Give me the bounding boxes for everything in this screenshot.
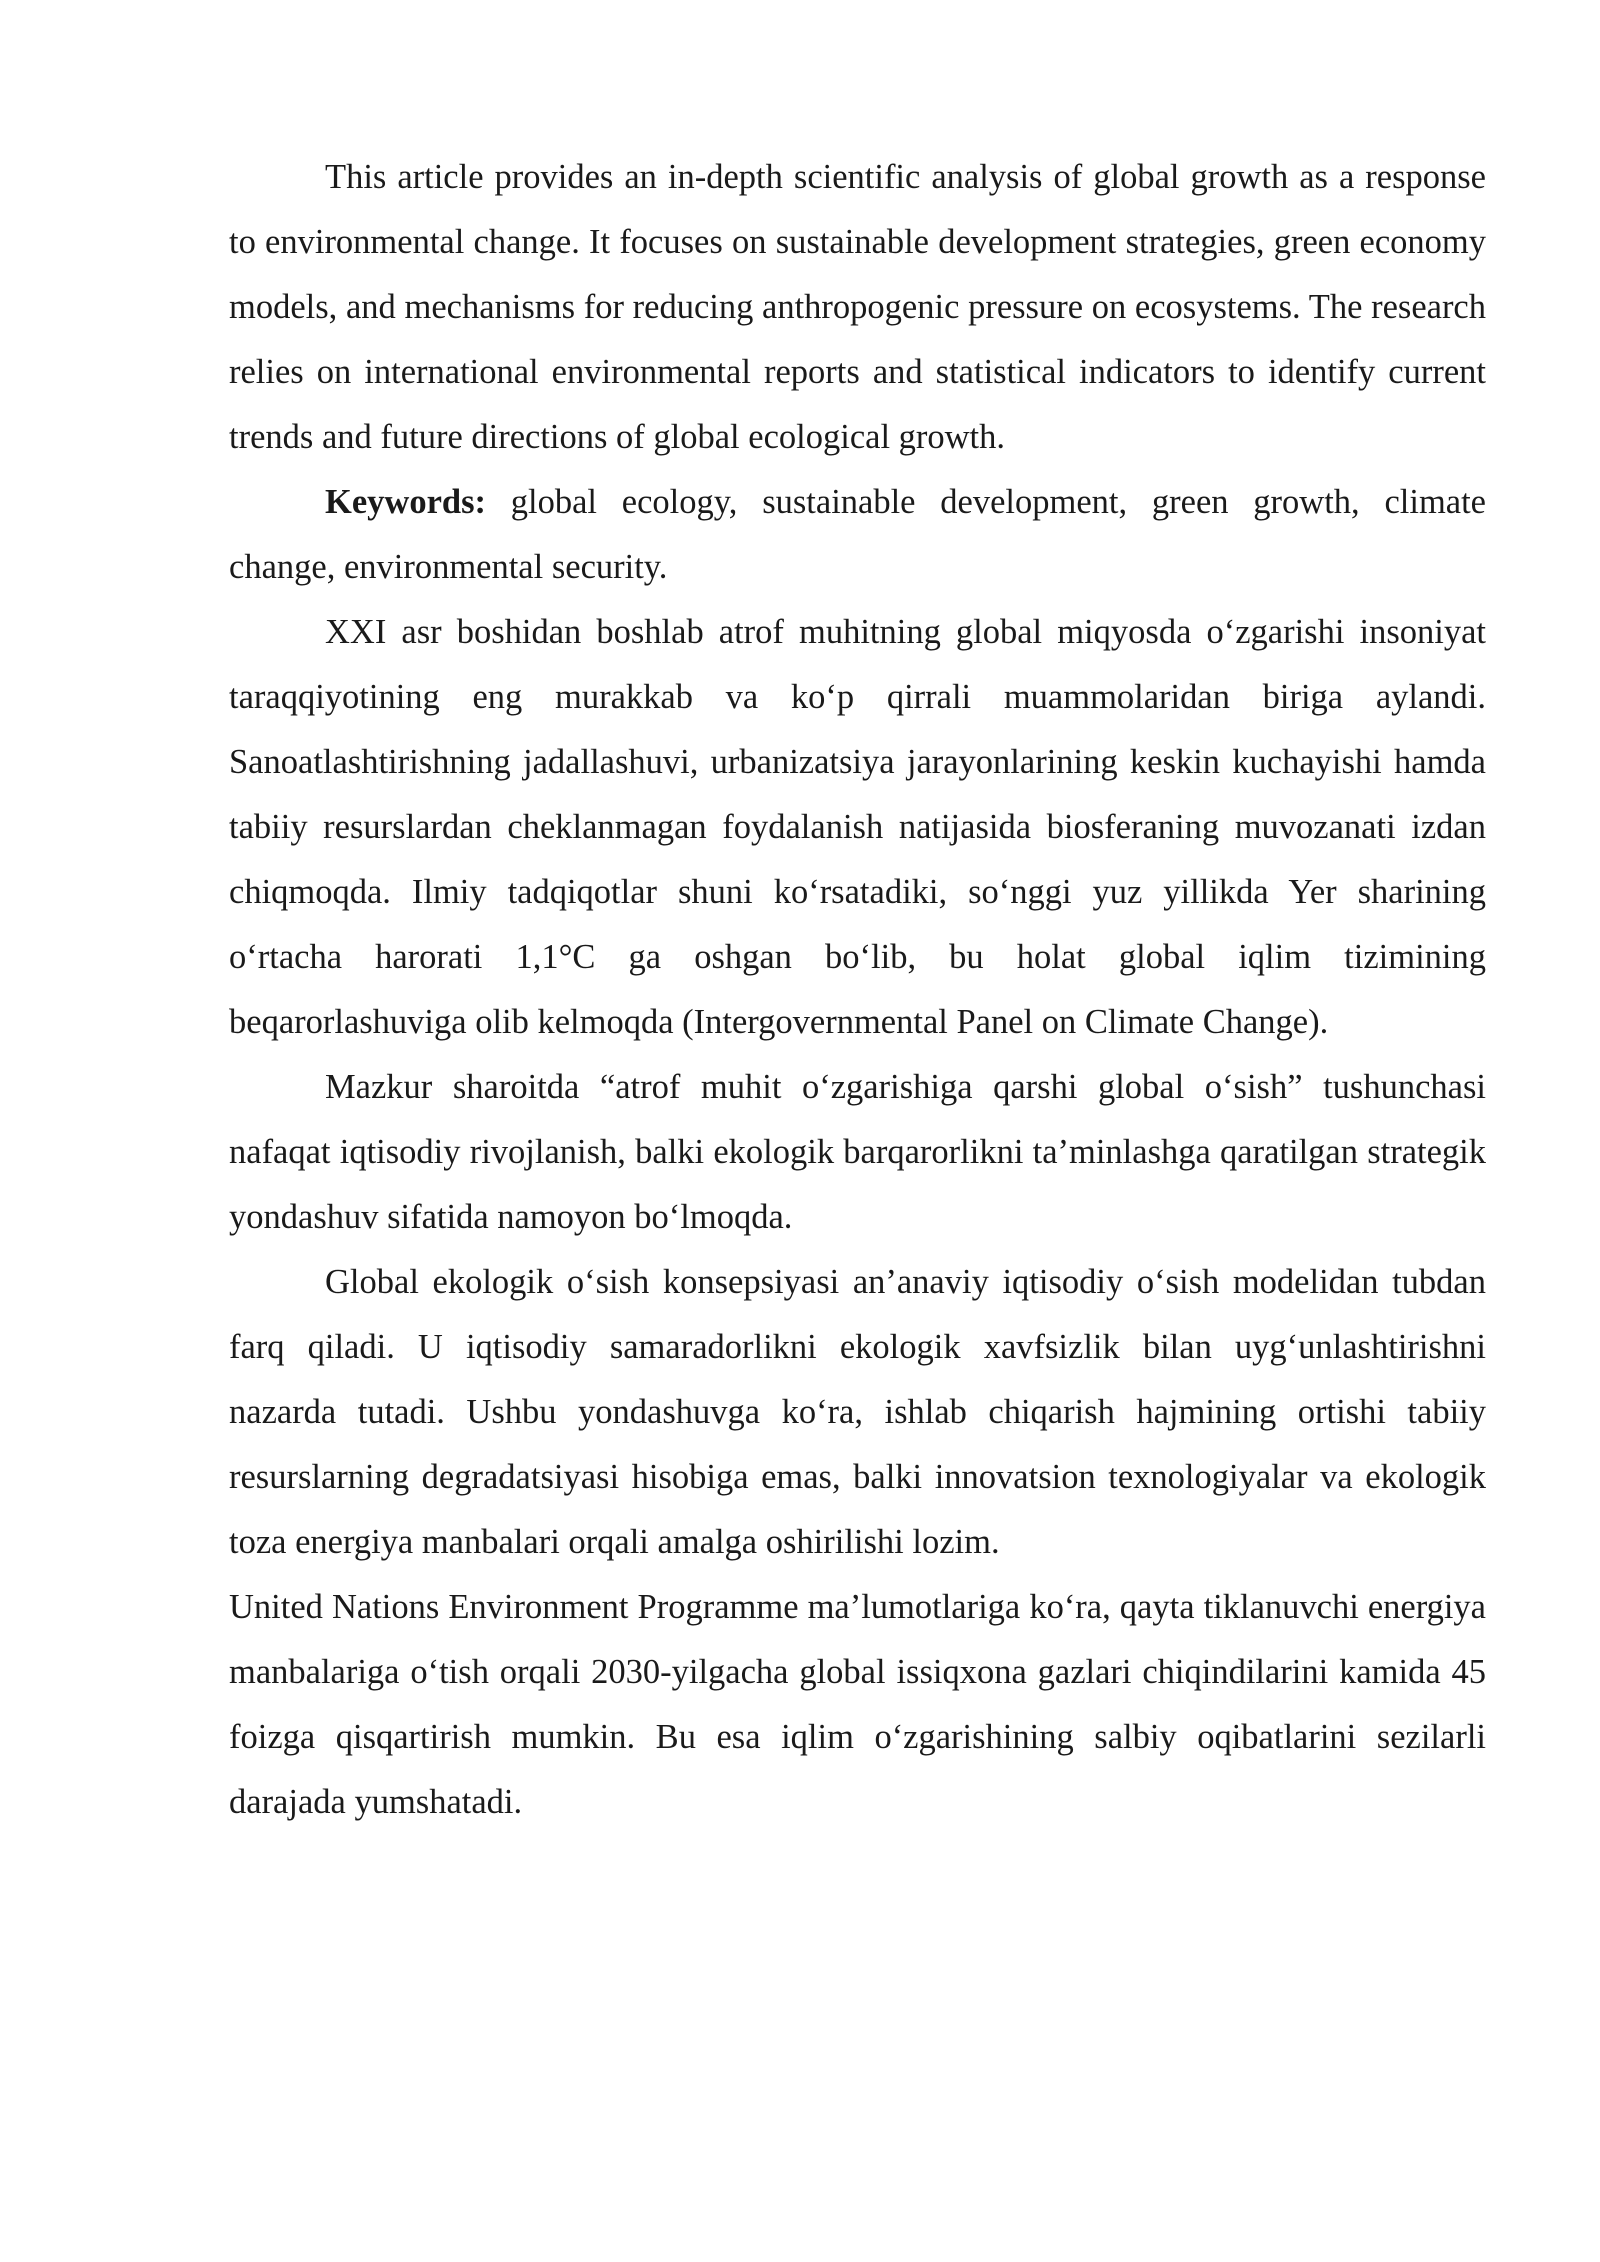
body-paragraph-1: XXI asr boshidan boshlab atrof muhitning global miqyosda o‘zgarishi insoniyat taraqqiyotining eng murakkab va ko‘p qirrali muammolaridan biriga aylandi. Sanoatlashtirishning jadallashuvi, urbanizatsiya jarayonlarining keskin kuchayishi hamda tabiiy resurslardan cheklanmagan foydalanish natijasida biosferaning muvozanati izdan chiqmoqda. Ilmiy tadqiqotlar shuni ko‘rsatadiki, so‘nggi yuz yillikda Yer sharining o‘rtacha harorati 1,1°C ga oshgan bo‘lib, bu holat global iqlim tizimining beqarorlashuviga olib kelmoqda (Intergovernmental Panel on Climate Change). [229, 613, 1486, 1041]
keywords-paragraph [229, 470, 1486, 600]
body-paragraph-4: United Nations Environment Programme ma’lumotlariga ko‘ra, qayta tiklanuvchi energiya manbalariga o‘tish orqali 2030-yilgacha global issiqxona gazlari chiqindilarini kamida 45 foizga qisqartirish mumkin. Bu esa iqlim o‘zgarishining salbiy oqibatlarini sezilarli darajada yumshatadi. [229, 1588, 1486, 1821]
abstract-paragraph: This article provides an in-depth scientific analysis of global growth as a response to environmental change. It focuses on sustainable development strategies, green economy models, and mechanisms for reducing anthropogenic pressure on ecosystems. The research relies on international environmental reports and statistical indicators to identify current trends and future directions of global ecological growth. [229, 158, 1486, 456]
text-body [229, 145, 1486, 1835]
keywords-text: global ecology, sustainable development, green growth, climate change, environmental security. [229, 483, 1486, 586]
body-paragraph-2: Mazkur sharoitda “atrof muhit o‘zgarishiga qarshi global o‘sish” tushunchasi nafaqat iqtisodiy rivojlanish, balki ekologik barqarorlikni ta’minlashga qaratilgan strategik yondashuv sifatida namoyon bo‘lmoqda. [229, 1068, 1486, 1236]
body-paragraph-3: Global ekologik o‘sish konsepsiyasi an’anaviy iqtisodiy o‘sish modelidan tubdan farq qiladi. U iqtisodiy samaradorlikni ekologik xavfsizlik bilan uyg‘unlashtirishni nazarda tutadi. Ushbu yondashuvga ko‘ra, ishlab chiqarish hajmining ortishi tabiiy resurslarning degradatsiyasi hisobiga emas, balki innovatsion texnologiyalar va ekologik toza energiya manbalari orqali amalga oshirilishi lozim. [229, 1263, 1486, 1561]
keywords-label: Keywords: [325, 483, 486, 521]
